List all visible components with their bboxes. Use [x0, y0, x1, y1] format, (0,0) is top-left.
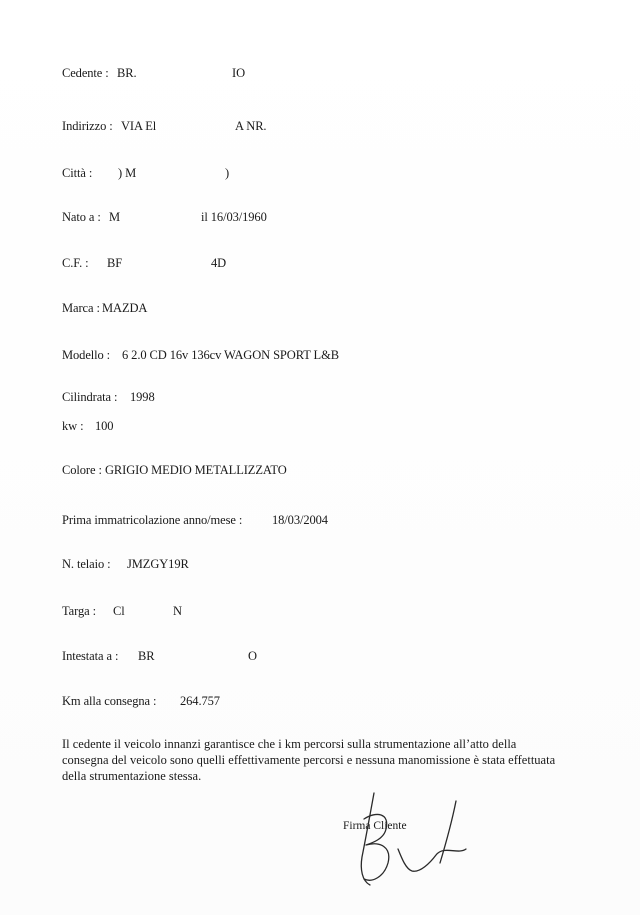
targa-value-end: N — [173, 604, 182, 618]
field-citta — [62, 166, 230, 181]
paragraph-line-3: della strumentazione stessa. — [62, 769, 202, 783]
marca-value: MAZDA — [102, 301, 148, 315]
cf-value: BF — [107, 256, 123, 270]
intestata-value: BR — [138, 649, 155, 663]
intestata-value-end: O — [248, 649, 257, 663]
kw-label: kw : — [62, 419, 84, 433]
cedente-value: BR. — [117, 66, 137, 80]
field-telaio — [62, 557, 189, 572]
colore-value: GRIGIO MEDIO METALLIZZATO — [105, 463, 287, 477]
paragraph-line-2: consegna del veicolo sono quelli effettivamente percorsi e nessuna manomissione è stata effettuata — [62, 753, 556, 767]
handwritten-signature — [340, 785, 470, 895]
field-cf — [62, 256, 227, 271]
telaio-value: JMZGY19R — [127, 557, 189, 571]
marca-label: Marca : — [62, 301, 100, 315]
km-value: 264.757 — [180, 694, 220, 708]
cilindrata-label: Cilindrata : — [62, 390, 118, 404]
nato-label: Nato a : — [62, 210, 101, 224]
telaio-label: N. telaio : — [62, 557, 111, 571]
paragraph-line-1: Il cedente il veicolo innanzi garantisce che i km percorsi sulla strumentazione all’atto della — [62, 737, 517, 751]
field-colore — [62, 463, 287, 478]
intestata-label: Intestata a : — [62, 649, 119, 663]
warranty-paragraph — [62, 736, 582, 784]
immatricolazione-value: 18/03/2004 — [272, 513, 328, 527]
targa-label: Targa : — [62, 604, 96, 618]
nato-value: M — [109, 210, 121, 224]
field-immatricolazione — [62, 513, 328, 528]
targa-value: Cl — [113, 604, 125, 618]
modello-label: Modello : — [62, 348, 111, 362]
kw-value: 100 — [95, 419, 114, 433]
field-intestata — [62, 649, 257, 664]
field-modello — [62, 348, 339, 363]
field-targa — [62, 604, 182, 619]
field-cedente — [62, 66, 245, 81]
field-km — [62, 694, 220, 709]
km-label: Km alla consegna : — [62, 694, 157, 708]
signature-label: Firma Cliente — [343, 820, 407, 832]
field-marca — [62, 301, 148, 316]
colore-label: Colore : — [62, 463, 102, 477]
citta-value: ) M — [118, 166, 137, 180]
nato-date: il 16/03/1960 — [201, 210, 267, 224]
modello-value: 6 2.0 CD 16v 136cv WAGON SPORT L&B — [122, 348, 339, 362]
field-kw — [62, 419, 114, 434]
field-cilindrata — [62, 390, 155, 405]
cf-label: C.F. : — [62, 256, 89, 270]
indirizzo-value-end: A NR. — [235, 119, 267, 133]
field-nato — [62, 210, 267, 225]
indirizzo-label: Indirizzo : — [62, 119, 113, 133]
cedente-value-end: IO — [232, 66, 245, 80]
field-indirizzo — [62, 119, 267, 134]
indirizzo-value: VIA El — [121, 119, 157, 133]
immatricolazione-label: Prima immatricolazione anno/mese : — [62, 513, 243, 527]
cilindrata-value: 1998 — [130, 390, 155, 404]
cedente-label: Cedente : — [62, 66, 109, 80]
cf-value-end: 4D — [211, 256, 227, 270]
citta-value-end: ) — [225, 166, 230, 180]
citta-label: Città : — [62, 166, 93, 180]
